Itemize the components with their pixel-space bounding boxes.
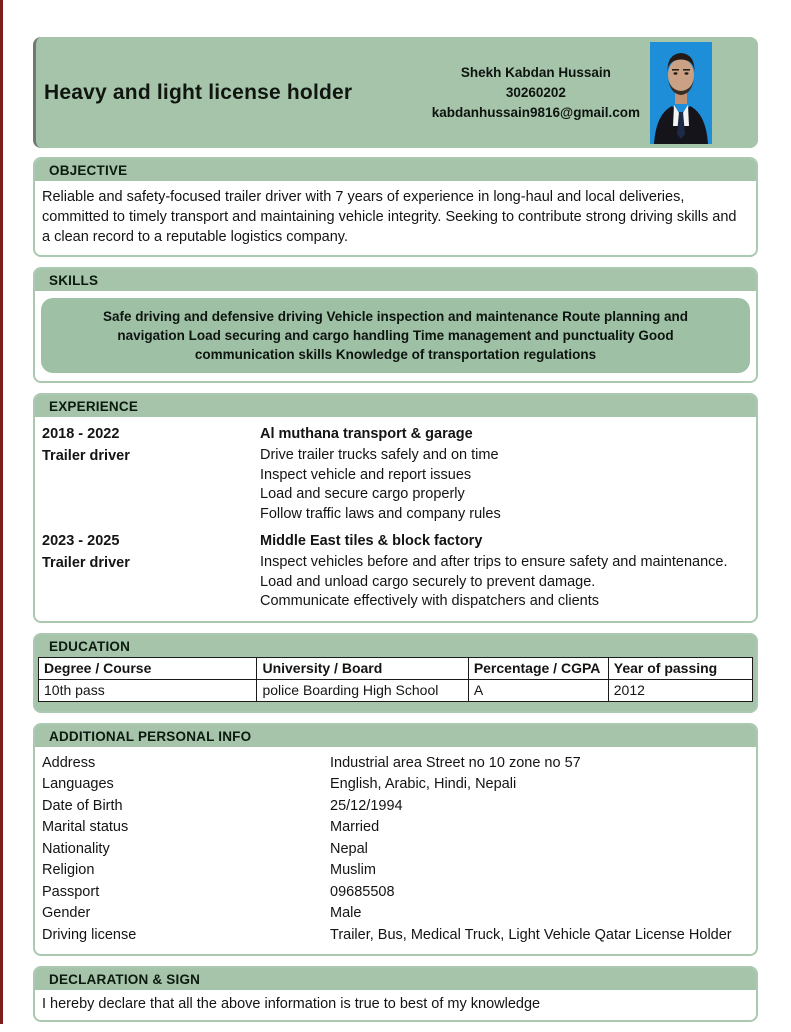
experience-period: 2023 - 2025 — [42, 533, 120, 549]
section-education — [33, 633, 758, 713]
experience-duty: Drive trailer trucks safely and on time — [260, 447, 499, 463]
personal-value: Muslim — [330, 862, 376, 878]
personal-row — [42, 774, 746, 796]
personal-row — [42, 817, 746, 839]
section-experience — [33, 393, 758, 623]
page-title: Heavy and light license holder — [44, 80, 353, 104]
skills-text: Safe driving and defensive driving Vehicle inspection and maintenance Route planning and navigation Load securing and cargo handling Time management and punctuality Good communication skills Knowledge of transportation regulations — [41, 298, 750, 373]
personal-row — [42, 753, 746, 775]
personal-value: 09685508 — [330, 883, 395, 900]
experience-duty: Follow traffic laws and company rules — [260, 505, 501, 522]
personal-row — [42, 839, 746, 861]
declaration-header: DECLARATION & SIGN — [35, 968, 756, 990]
experience-role: Trailer driver — [42, 448, 130, 464]
education-col-header: Year of passing — [608, 657, 752, 679]
education-cell-university: police Boarding High School — [257, 679, 468, 701]
personal-info-body — [35, 747, 756, 955]
education-cell-degree: 10th pass — [39, 679, 257, 701]
section-declaration — [33, 966, 758, 1022]
experience-header: EXPERIENCE — [35, 395, 756, 417]
personal-info-header: ADDITIONAL PERSONAL INFO — [35, 725, 756, 747]
personal-value: Married — [330, 819, 380, 835]
experience-company: Al muthana transport & garage — [260, 426, 473, 442]
education-col-header: Degree / Course — [39, 657, 257, 679]
education-header: EDUCATION — [35, 635, 756, 657]
candidate-number: 30260202 — [505, 84, 566, 100]
objective-header: OBJECTIVE — [35, 159, 756, 181]
experience-body — [35, 417, 756, 621]
page-left-edge-line — [0, 0, 3, 1024]
experience-entry — [42, 423, 746, 525]
personal-value: English, Arabic, Hindi, Nepali — [330, 776, 517, 792]
education-table — [38, 657, 753, 702]
section-skills — [33, 267, 758, 383]
education-header-row — [39, 657, 753, 679]
candidate-name: Shekh Kabdan Hussain — [460, 64, 611, 80]
personal-value: Trailer, Bus, Medical Truck, Light Vehicle Qatar License Holder — [330, 926, 732, 943]
experience-role: Trailer driver — [42, 555, 130, 571]
section-objective — [33, 157, 758, 257]
education-col-header: Percentage / CGPA — [468, 657, 608, 679]
personal-value: Male — [330, 905, 362, 921]
education-cell-year: 2012 — [608, 679, 752, 701]
personal-label: Nationality — [42, 840, 110, 857]
personal-label: Gender — [42, 905, 91, 921]
experience-duties — [260, 552, 746, 613]
education-data-row — [39, 679, 753, 701]
personal-label: Address — [42, 754, 96, 771]
personal-label: Languages — [42, 776, 114, 792]
personal-value: Nepal — [330, 840, 368, 857]
personal-value: 25/12/1994 — [330, 797, 403, 814]
personal-row — [42, 882, 746, 904]
experience-duty: Inspect vehicles before and after trips to ensure safety and maintenance. — [260, 554, 728, 570]
contact-block — [432, 63, 640, 123]
personal-row — [42, 925, 746, 947]
personal-label: Marital status — [42, 819, 129, 835]
personal-label: Passport — [42, 883, 100, 900]
personal-label: Religion — [42, 862, 95, 878]
declaration-text: I hereby declare that all the above information is true to best of my knowledge — [42, 996, 541, 1012]
personal-row — [42, 860, 746, 882]
experience-company: Middle East tiles & block factory — [260, 533, 483, 549]
header-banner — [33, 37, 758, 148]
skills-header: SKILLS — [35, 269, 756, 291]
experience-duty: Communicate effectively with dispatchers and clients — [260, 593, 600, 609]
portrait-photo-graphic — [650, 42, 712, 144]
section-personal-info — [33, 723, 758, 957]
experience-entry — [42, 530, 746, 613]
candidate-email: kabdanhussain9816@gmail.com — [431, 104, 640, 120]
personal-value: Industrial area Street no 10 zone no 57 — [330, 754, 581, 771]
experience-duty: Inspect vehicle and report issues — [260, 466, 472, 483]
objective-text: Reliable and safety-focused trailer driver with 7 years of experience in long-haul and local deliveries, committed to timely transport and maintaining vehicle integrity. Seeking to contribute strong driving skills and a clean record to a reputable logistics company. — [42, 189, 737, 245]
experience-duty: Load and secure cargo properly — [260, 486, 465, 502]
personal-row — [42, 903, 746, 925]
personal-label: Driving license — [42, 926, 137, 943]
experience-duties — [260, 445, 746, 525]
profile-photo — [650, 42, 712, 144]
experience-duty: Load and unload cargo securely to prevent damage. — [260, 573, 596, 590]
personal-label: Date of Birth — [42, 797, 123, 814]
education-col-header: University / Board — [257, 657, 468, 679]
education-cell-percentage: A — [468, 679, 608, 701]
experience-period: 2018 - 2022 — [42, 426, 120, 442]
personal-row — [42, 796, 746, 818]
